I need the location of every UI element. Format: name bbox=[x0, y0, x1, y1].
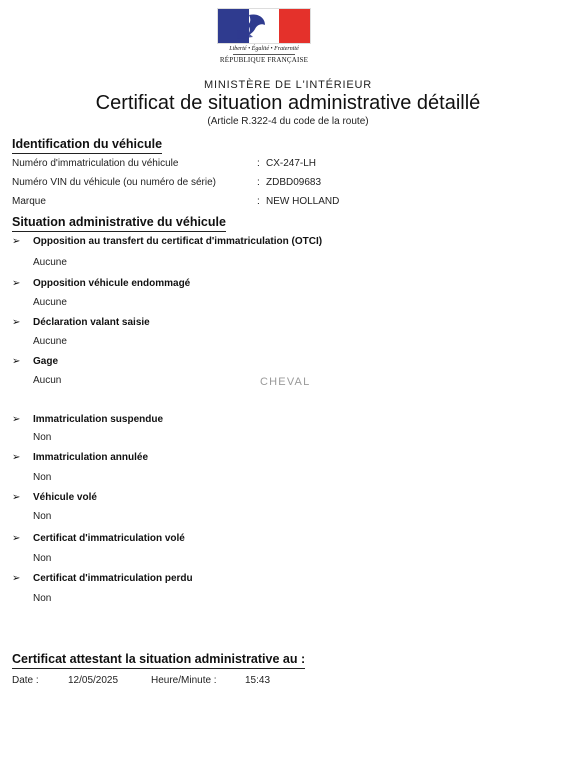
field-colon: : bbox=[257, 196, 260, 207]
situation-item-title: Certificat d'immatriculation perdu bbox=[33, 573, 193, 584]
field-value-registration: CX-247-LH bbox=[266, 158, 317, 169]
arrow-bullet-icon: ➢ bbox=[12, 278, 21, 289]
situation-item-title: Déclaration valant saisie bbox=[33, 317, 150, 328]
situation-item-value: Aucune bbox=[33, 297, 67, 308]
article-reference: (Article R.322-4 du code de la route) bbox=[207, 116, 369, 127]
arrow-bullet-icon: ➢ bbox=[12, 492, 21, 503]
situation-item-title: Opposition au transfert du certificat d'immatriculation (OTCI) bbox=[33, 236, 323, 247]
situation-item-value: Non bbox=[33, 511, 52, 522]
arrow-bullet-icon: ➢ bbox=[12, 356, 21, 367]
situation-item-title: Immatriculation suspendue bbox=[33, 414, 164, 425]
field-label-brand: Marque bbox=[12, 196, 46, 207]
situation-item-value: Aucune bbox=[33, 257, 67, 268]
situation-heading: Situation administrative du véhicule bbox=[12, 215, 226, 229]
time-value: 15:43 bbox=[245, 675, 271, 686]
republique-francaise-logo bbox=[216, 8, 312, 64]
arrow-bullet-icon: ➢ bbox=[12, 414, 21, 425]
identification-heading: Identification du véhicule bbox=[12, 137, 162, 151]
arrow-bullet-icon: ➢ bbox=[12, 236, 21, 247]
arrow-bullet-icon: ➢ bbox=[12, 317, 21, 328]
republic-label: RÉPUBLIQUE FRANÇAISE bbox=[219, 56, 309, 64]
situation-item-title: Véhicule volé bbox=[33, 492, 97, 503]
arrow-bullet-icon: ➢ bbox=[12, 573, 21, 584]
motto-text: Liberté • Égalité • Fraternité bbox=[229, 46, 299, 52]
situation-item-title: Immatriculation annulée bbox=[33, 452, 149, 463]
field-label-registration: Numéro d'immatriculation du véhicule bbox=[12, 158, 179, 169]
situation-item-value: Non bbox=[33, 432, 52, 443]
field-value-vin: ZDBD09683 bbox=[266, 177, 322, 188]
situation-item-value: Aucune bbox=[33, 336, 67, 347]
situation-item-value: Non bbox=[33, 472, 52, 483]
certificate-heading: Certificat attestant la situation administrative au : bbox=[12, 652, 305, 666]
situation-item-value: Non bbox=[33, 553, 52, 564]
situation-item-value: Non bbox=[33, 593, 52, 604]
field-label-vin: Numéro VIN du véhicule (ou numéro de série) bbox=[12, 177, 216, 188]
field-value-brand: NEW HOLLAND bbox=[266, 196, 340, 207]
situation-item-title: Opposition véhicule endommagé bbox=[33, 278, 191, 289]
situation-item-title: Gage bbox=[33, 356, 59, 367]
time-label: Heure/Minute : bbox=[151, 675, 217, 686]
marianne-flag-icon bbox=[217, 8, 311, 44]
date-value: 12/05/2025 bbox=[68, 675, 119, 686]
arrow-bullet-icon: ➢ bbox=[12, 452, 21, 463]
page-title: Certificat de situation administrative détaillé bbox=[95, 92, 481, 114]
field-colon: : bbox=[257, 177, 260, 188]
ministry-label: MINISTÈRE DE L'INTÉRIEUR bbox=[204, 79, 372, 91]
date-label: Date : bbox=[12, 675, 39, 686]
situation-item-value: Aucun bbox=[33, 375, 62, 386]
watermark-text: CHEVAL bbox=[260, 376, 311, 388]
situation-item-title: Certificat d'immatriculation volé bbox=[33, 533, 185, 544]
arrow-bullet-icon: ➢ bbox=[12, 533, 21, 544]
field-colon: : bbox=[257, 158, 260, 169]
